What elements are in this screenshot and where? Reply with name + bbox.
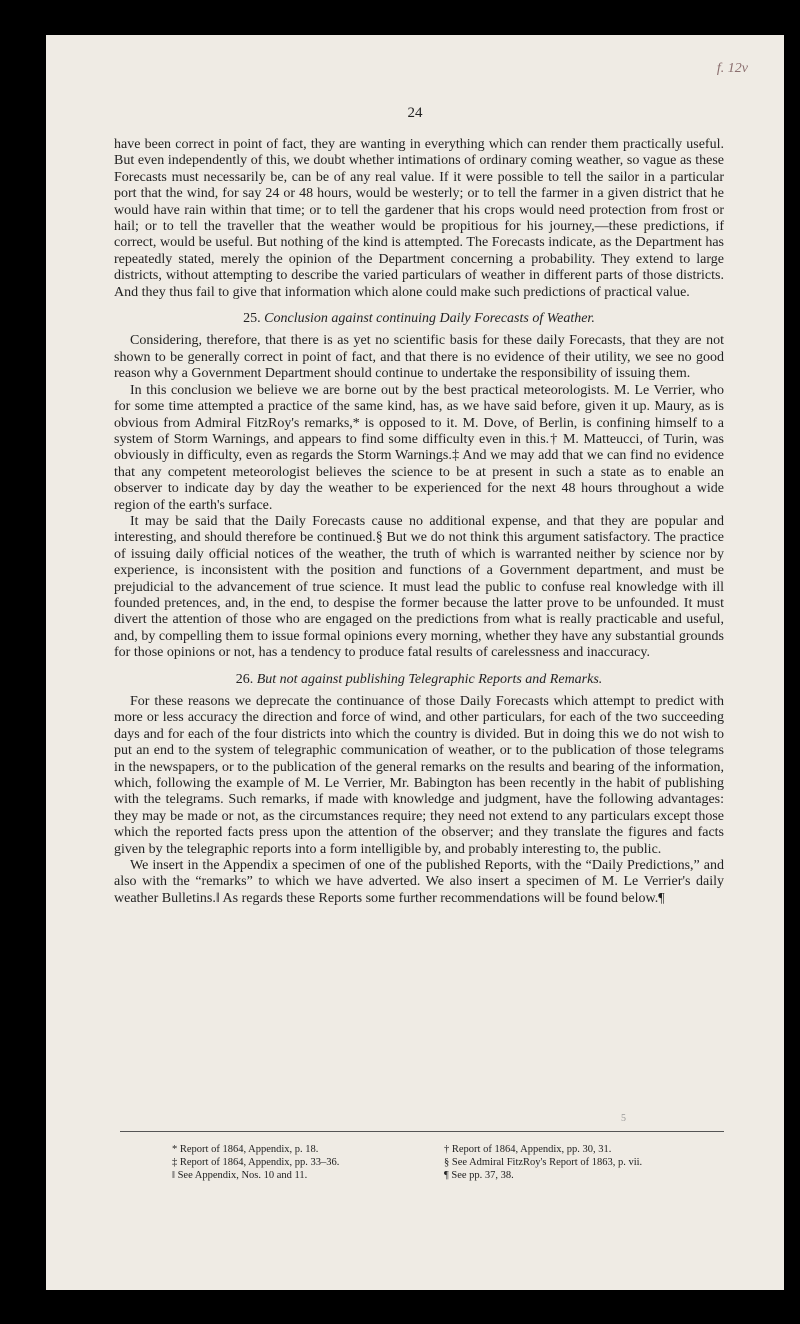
body-text bbox=[114, 137, 724, 907]
footnote-rule bbox=[120, 1131, 724, 1132]
footnote: † Report of 1864, Appendix, pp. 30, 31. bbox=[444, 1144, 612, 1155]
document-page bbox=[46, 35, 784, 1290]
footnote: * Report of 1864, Appendix, p. 18. bbox=[172, 1144, 319, 1155]
section-number: 25. bbox=[243, 311, 261, 327]
paragraph: In this conclusion we believe we are borne out by the best practical meteorologists. M. Le Verrier, who for some time attempted a practice of the same kind, has, as we have said before, given it up. Maury, as is obvious from Admiral FitzRoy's remarks,* is opposed to it. M. Dove, of Berlin, is confining himself to a system of Storm Warnings, and appears to find some difficulty even in this.† M. Matteucci, of Turin, was obviously in difficulty, even as regards the Storm Warnings.‡ And we may add that we can find no evidence that any competent meteorologist believes the science to be at present in such a state as to enable an observer to indicate day by day the weather to be experienced for the next 48 hours throughout a wide region of the earth's surface. bbox=[114, 382, 724, 513]
footnote: ¶ See pp. 37, 38. bbox=[444, 1170, 514, 1181]
paragraph: For these reasons we deprecate the continuance of those Daily Forecasts which attempt to predict with more or less accuracy the direction and force of wind, and other particulars, for each of the two succeeding days and for each of the four districts into which the country is divided. But in doing this we do not wish to put an end to the system of telegraphic communication of weather, or to the publication of those telegrams in the newspapers, or to the publication of the general remarks on the results and bearing of the information, which, following the example of M. Le Verrier, Mr. Babington has been recently in the habit of publishing with the telegrams. Such remarks, if made with knowledge and judgment, have the following advantages: they may be made or not, as the circumstances require; they need not extend to any particulars except those which the reported facts press upon the attention of the observer; and they translate the figures and facts given by the telegraphic reports into a form intelligible by, and probably interesting to, the public. bbox=[114, 694, 724, 857]
footnote: ‡ Report of 1864, Appendix, pp. 33–36. bbox=[172, 1157, 340, 1168]
margin-mark: 5 bbox=[621, 1113, 626, 1124]
page-number: 24 bbox=[407, 105, 423, 121]
section-number: 26. bbox=[235, 671, 254, 687]
section-title: Conclusion against continuing Daily Forecasts of Weather. bbox=[264, 311, 595, 327]
paragraph: We insert in the Appendix a specimen of one of the published Reports, with the “Daily Predictions,” and also with the “remarks” to which we have adverted. We also insert a specimen of M. Le Verrier's daily weather Bulletins.‖ As regards these Reports some further recommendations will be found below.¶ bbox=[114, 858, 724, 906]
section-heading-26 bbox=[114, 672, 724, 688]
footnote: § See Admiral FitzRoy's Report of 1863, p. vii. bbox=[444, 1157, 643, 1168]
section-heading-25 bbox=[114, 311, 724, 327]
folio-annotation: f. 12v bbox=[716, 61, 748, 76]
footnote-row bbox=[172, 1169, 732, 1182]
footnote-row bbox=[172, 1143, 732, 1156]
section-title: But not against publishing Telegraphic Reports and Remarks. bbox=[256, 671, 603, 687]
paragraph: Considering, therefore, that there is as yet no scientific basis for these daily Forecasts, that they are not shown to be generally correct in point of fact, and that there is no evidence of their utility, we see no good reason why a Government Department should continue to undertake the responsibility of issuing them. bbox=[114, 333, 724, 382]
footnotes bbox=[172, 1143, 732, 1182]
paragraph: have been correct in point of fact, they are wanting in everything which can render them practically useful. But even independently of this, we doubt whether intimations of ordinary coming weather, so vague as these Forecasts must necessarily be, can be of any real value. If it were possible to tell the sailor in a particular port that the wind, for say 24 or 48 hours, would be westerly; or to tell the farmer in a given district that he would have rain within that time; or to tell the gardener that his crops would need protection from frost or hail; or to tell the traveller that the weather would be propitious for his journey,—these predictions, if correct, would be useful. But nothing of the kind is attempted. The Forecasts indicate, as the Department has repeatedly stated, merely the opinion of the Department concerning a probability. They extend to large districts, without attempting to describe the varied particulars of weather in different parts of those districts. And they thus fail to give that information which alone could make such predictions of practical value. bbox=[114, 137, 724, 300]
footnote: ‖ See Appendix, Nos. 10 and 11. bbox=[172, 1170, 308, 1181]
footnote-row bbox=[172, 1156, 732, 1169]
paragraph: It may be said that the Daily Forecasts cause no additional expense, and that they are popular and interesting, and should therefore be continued.§ But we do not think this argument satisfactory. The practice of issuing daily official notices of the weather, the truth of which is warranted neither by science nor by experience, is inconsistent with the position and functions of a Government department, and must be prejudicial to the advancement of true science. It must lead the public to confuse real knowledge with ill founded pretences, and, in the end, to despise the former because the latter prove to be unfounded. It must divert the attention of those who are engaged on the predictions from what is really practicable and useful, and, by compelling them to issue formal opinions every morning, whether they have any substantial grounds for those opinions or not, has a tendency to produce fatal results of carelessness and inaccuracy. bbox=[114, 513, 724, 661]
